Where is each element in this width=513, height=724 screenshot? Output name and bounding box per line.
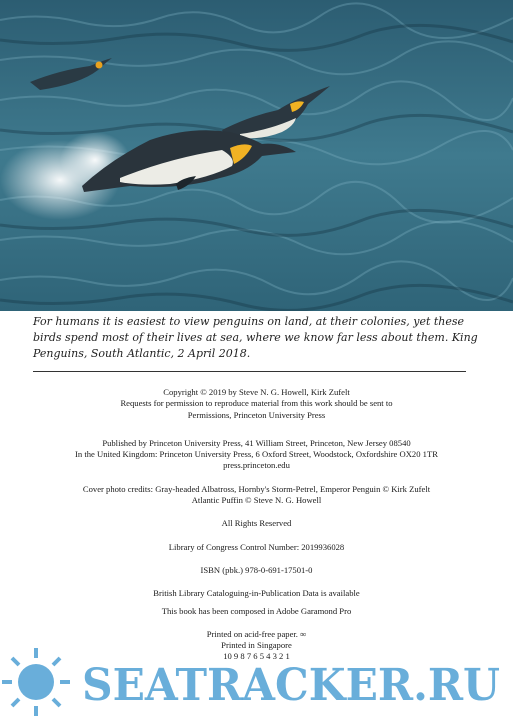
permissions-line: Requests for permission to reproduce material from this work should be sent to — [120, 398, 393, 409]
cover-credits-continued: Atlantic Puffin © Steve N. G. Howell — [191, 495, 322, 506]
cover-credits: Cover photo credits: Gray-headed Albatross, Hornby's Storm-Petrel, Emperor Penguin © Kirk Zufelt — [82, 483, 431, 494]
typeface-note: This book has been composed in Adobe Garamond Pro — [161, 605, 352, 616]
watermark-text: SEATRACKER.RU — [82, 660, 500, 711]
british-library-note: British Library Cataloguing-in-Publication Data is available — [153, 588, 360, 599]
photo-caption: For humans it is easiest to view penguins on land, at their colonies, yet these birds spend most of their lives at sea, where we know far less about them. King Penguins, South Atlantic, 2 April 2018. — [33, 315, 478, 360]
printing-numbers: 10 9 8 7 6 5 4 3 2 1 — [223, 651, 290, 662]
publisher-uk: In the United Kingdom: Princeton University Press, 6 Oxford Street, Woodstock, Oxfordshire OX20 1TR — [75, 449, 438, 460]
caption-divider — [33, 371, 466, 372]
copyright-line: Copyright © 2019 by Steve N. G. Howell, Kirk Zufelt — [163, 387, 350, 397]
penguin-photo — [0, 0, 513, 311]
publisher-website: press.princeton.edu — [223, 460, 290, 471]
printed-in: Printed in Singapore — [221, 640, 292, 651]
seatracker-watermark-logo — [0, 644, 513, 720]
isbn: ISBN (pbk.) 978-0-691-17501-0 — [200, 564, 313, 575]
permissions-address: Permissions, Princeton University Press — [187, 409, 326, 420]
publisher-us: Published by Princeton University Press, 41 William Street, Princeton, New Jersey 08540 — [102, 437, 411, 448]
all-rights-reserved: All Rights Reserved — [221, 518, 292, 529]
king-penguins-at-sea-image — [0, 0, 513, 311]
lccn: Library of Congress Control Number: 2019936028 — [168, 541, 345, 552]
copyright-page-colophon — [0, 387, 513, 663]
paper-note: Printed on acid-free paper. ∞ — [206, 628, 307, 639]
watermark — [0, 644, 513, 720]
